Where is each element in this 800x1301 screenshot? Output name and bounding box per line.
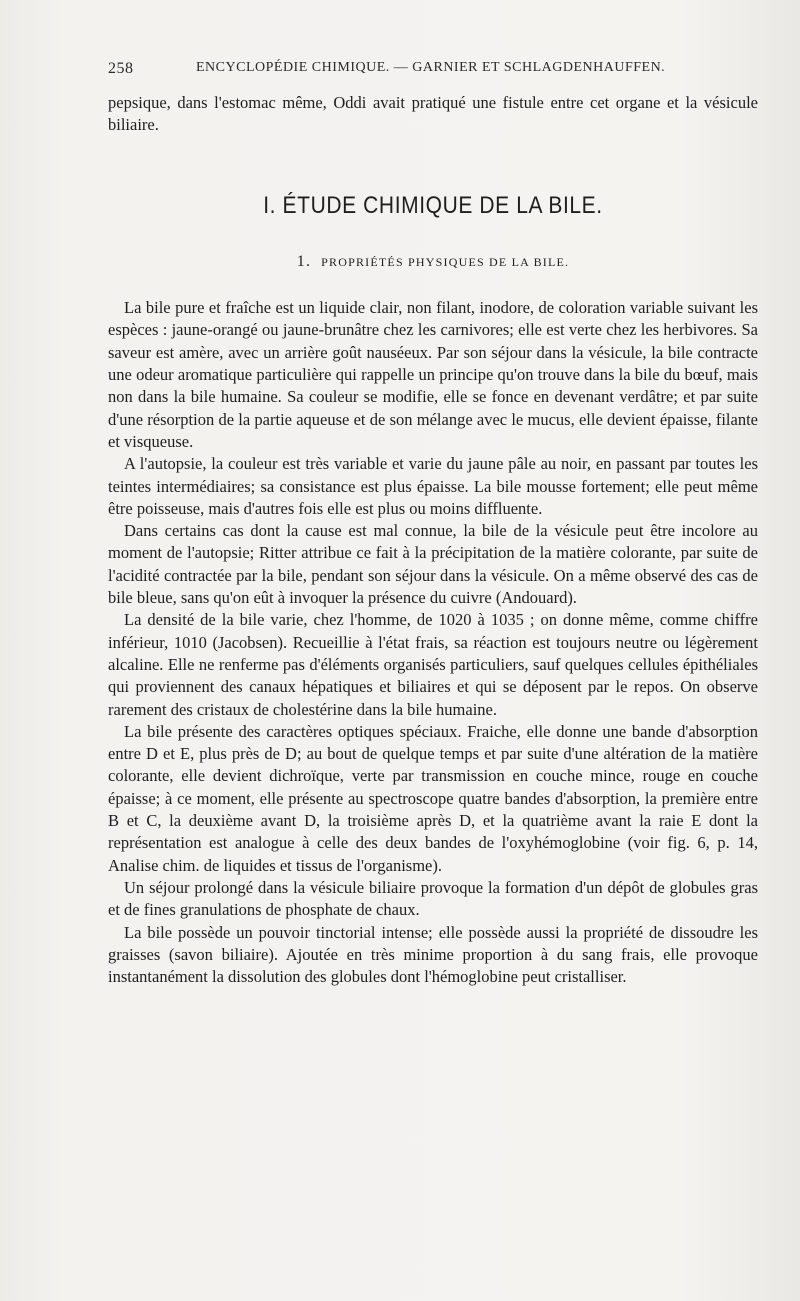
page-body	[108, 92, 758, 988]
subsection-number: 1.	[296, 252, 312, 270]
paragraph: La bile pure et fraîche est un liquide clair, non filant, inodore, de coloration variable suivant les espèces : jaune-orangé ou jaune-brunâtre chez les carnivores; elle est verte chez les herbivores. Sa saveur est amère, avec un arrière goût nauséeux. Par son séjour dans la vésicule, la bile contracte une odeur aromatique particulière qui rappelle un principe qu'on trouve dans la bile du bœuf, mais non dans la bile humaine. Sa couleur se modifie, elle se fonce en devenant verdâtre; et par suite d'une résorption de la partie aqueuse et de son mélange avec le mucus, elle devient épaisse, filante et visqueuse.	[108, 298, 758, 451]
paragraph: Dans certains cas dont la cause est mal connue, la bile de la vésicule peut être incolore au moment de l'autopsie; Ritter attribue ce fait à la précipitation de la matière colorante, par suite de l'acidité contractée par la bile, pendant son séjour dans la vésicule. On a même observé des cas de bile bleue, sans qu'on eût à invoquer la présence du cuivre (Andouard).	[108, 521, 758, 608]
paragraph: A l'autopsie, la couleur est très variable et varie du jaune pâle au noir, en passant par toutes les teintes intermédiaires; sa consistance est plus épaisse. La bile mousse fortement; elle peut même être poisseuse, mais d'autres fois elle est plus ou moins diffluente.	[108, 454, 758, 518]
paragraph: Un séjour prolongé dans la vésicule biliaire provoque la formation d'un dépôt de globules gras et de fines granulations de phosphate de chaux.	[108, 877, 758, 920]
subsection-heading	[108, 251, 758, 273]
section-title: I. ÉTUDE CHIMIQUE DE LA BILE.	[263, 191, 603, 219]
subsection-label: PROPRIÉTÉS PHYSIQUES DE LA BILE.	[321, 254, 570, 269]
paragraph: La bile présente des caractères optiques spéciaux. Fraiche, elle donne une bande d'absorption entre D et E, plus près de D; au bout de quelque temps et par suite d'une altération de la matière colorante, elle devient dichroïque, verte par transmission en couche mince, rouge en couche épaisse; à ce moment, elle présente au spectroscope quatre bandes d'absorption, la première entre B et C, la deuxième avant D, la troisième après D, et la quatrième avant la raie E dont la représentation est analogue à celle des deux bandes de l'oxyhémoglobine (voir fig. 6, p. 14, Analise chim. de liquides et tissus de l'organisme).	[108, 721, 758, 875]
page-number: 258	[108, 60, 134, 77]
intro-paragraph: pepsique, dans l'estomac même, Oddi avait pratiqué une fistule entre cet organe et la vésicule biliaire.	[108, 93, 758, 135]
running-title: ENCYCLOPÉDIE CHIMIQUE. — GARNIER ET SCHLAGDENHAUFFEN.	[196, 60, 666, 75]
paragraph: La densité de la bile varie, chez l'homme, de 1020 à 1035 ; on donne même, comme chiffre inférieur, 1010 (Jacobsen). Recueillie à l'état frais, sa réaction est toujours neutre ou légèrement alcaline. Elle ne renferme pas d'éléments organisés particuliers, sauf quelques cellules épithéliales qui proviennent des canaux hépatiques et biliaires et qui se déposent par le repos. On observe rarement des cristaux de cholestérine dans la bile humaine.	[108, 610, 758, 719]
paragraph: La bile possède un pouvoir tinctorial intense; elle possède aussi la propriété de dissoudre les graisses (savon biliaire). Ajoutée en très minime proportion à du sang frais, elle provoque instantanément la dissolution des globules dont l'hémoglobine peut cristalliser.	[108, 922, 758, 987]
